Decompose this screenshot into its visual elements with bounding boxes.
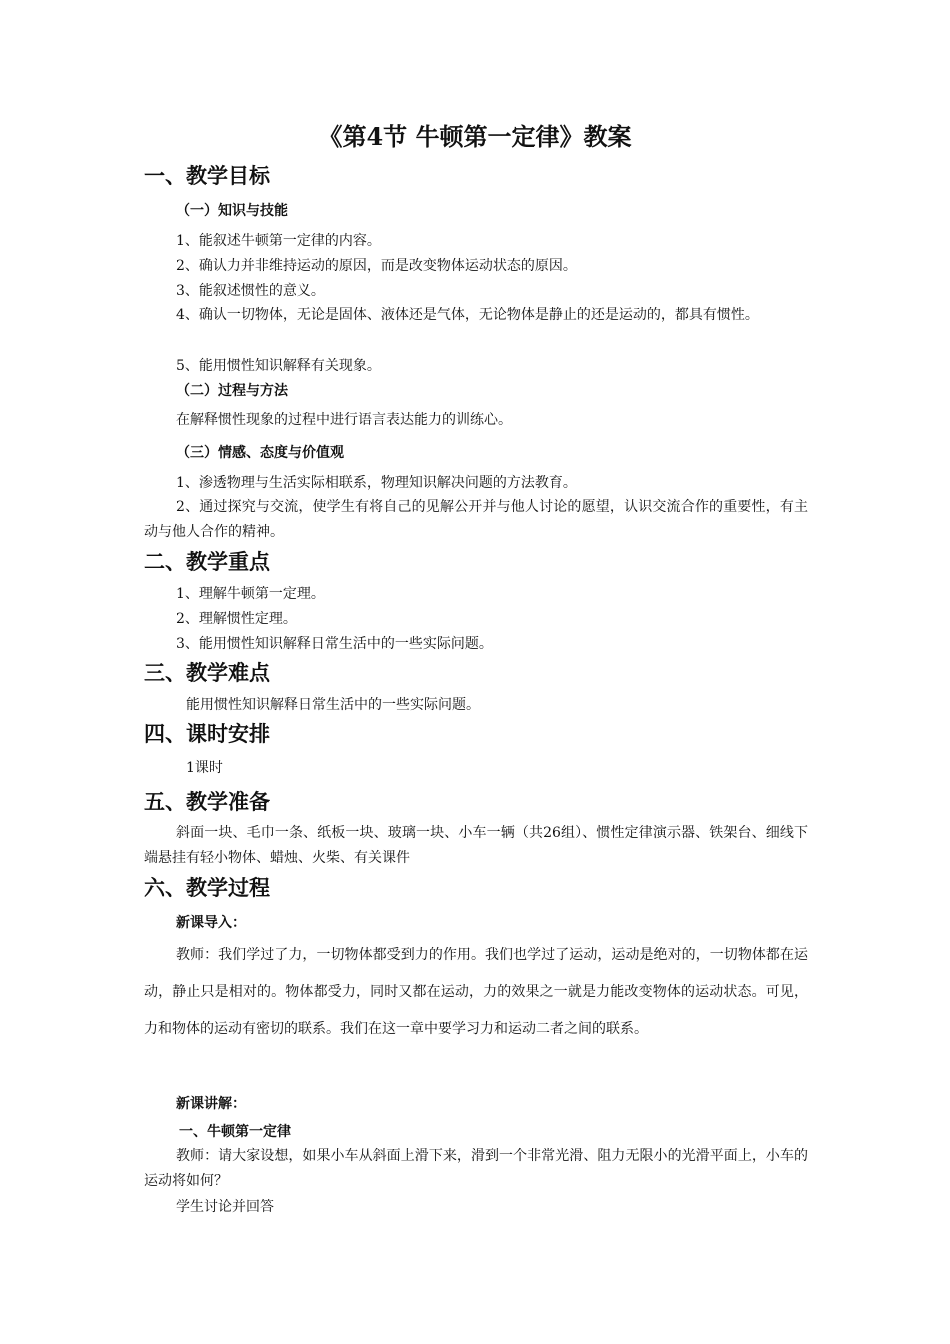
paragraph: 教师：我们学过了力，一切物体都受到力的作用。我们也学过了运动，运动是绝对的，一切物体都在运动，静止只是相对的。物体都受力，同时又都在运动，力的效果之一就是力能改变物体的运动状态。可见，力和物体的运动有密切的联系。我们在这一章中要学习力和运动二者之间的联系。 bbox=[144, 947, 808, 1037]
list-item: 2、确认力并非维持运动的原因，而是改变物体运动状态的原因。 bbox=[176, 258, 577, 274]
list-item: 1、能叙述牛顿第一定律的内容。 bbox=[176, 233, 381, 249]
subheading-emotion-values: （三）情感、态度与价值观 bbox=[176, 445, 344, 461]
section-heading-difficulties: 三、教学难点 bbox=[144, 661, 270, 685]
subheading-process-method: （二）过程与方法 bbox=[176, 383, 288, 399]
paragraph: 教师：请大家设想，如果小车从斜面上滑下来，滑到一个非常光滑、阻力无限小的光滑平面上，小车的运动将如何？ bbox=[144, 1148, 808, 1189]
subheading-intro: 新课导入： bbox=[176, 915, 246, 931]
subheading-newton-first-law: 一、牛顿第一定律 bbox=[179, 1124, 291, 1140]
list-item: 3、能用惯性知识解释日常生活中的一些实际问题。 bbox=[176, 636, 493, 652]
paragraph: 斜面一块、毛巾一条、纸板一块、玻璃一块、小车一辆（共26组）、惯性定律演示器、铁架台、细线下端悬挂有轻小物体、蜡烛、火柴、有关课件 bbox=[144, 825, 808, 866]
section-heading-preparation: 五、教学准备 bbox=[144, 790, 270, 814]
list-item: 1、理解牛顿第一定理。 bbox=[176, 586, 325, 602]
subheading-lecture: 新课讲解： bbox=[176, 1096, 246, 1112]
subheading-knowledge-skills: （一）知识与技能 bbox=[176, 203, 288, 219]
document-title: 《第4节 牛顿第一定律》教案 bbox=[318, 122, 632, 151]
list-item: 5、能用惯性知识解释有关现象。 bbox=[176, 358, 381, 374]
list-item: 2、理解惯性定理。 bbox=[176, 611, 297, 627]
list-item: 2、通过探究与交流，使学生有将自己的见解公开并与他人讨论的愿望，认识交流合作的重要性，有主动与他人合作的精神。 bbox=[144, 499, 808, 540]
list-item: 4、确认一切物体，无论是固体、液体还是气体，无论物体是静止的还是运动的，都具有惯性。 bbox=[176, 307, 759, 323]
section-heading-key-points: 二、教学重点 bbox=[144, 550, 270, 574]
paragraph: 在解释惯性现象的过程中进行语言表达能力的训练心。 bbox=[176, 412, 512, 428]
list-item: 3、能叙述惯性的意义。 bbox=[176, 283, 325, 299]
paragraph: 能用惯性知识解释日常生活中的一些实际问题。 bbox=[186, 697, 480, 713]
section-heading-process: 六、教学过程 bbox=[144, 876, 270, 900]
section-heading-schedule: 四、课时安排 bbox=[144, 722, 270, 746]
paragraph: 1课时 bbox=[186, 760, 223, 776]
section-heading-objectives: 一、教学目标 bbox=[144, 164, 270, 188]
list-item: 1、渗透物理与生活实际相联系，物理知识解决问题的方法教育。 bbox=[176, 475, 577, 491]
paragraph: 学生讨论并回答 bbox=[176, 1199, 274, 1215]
